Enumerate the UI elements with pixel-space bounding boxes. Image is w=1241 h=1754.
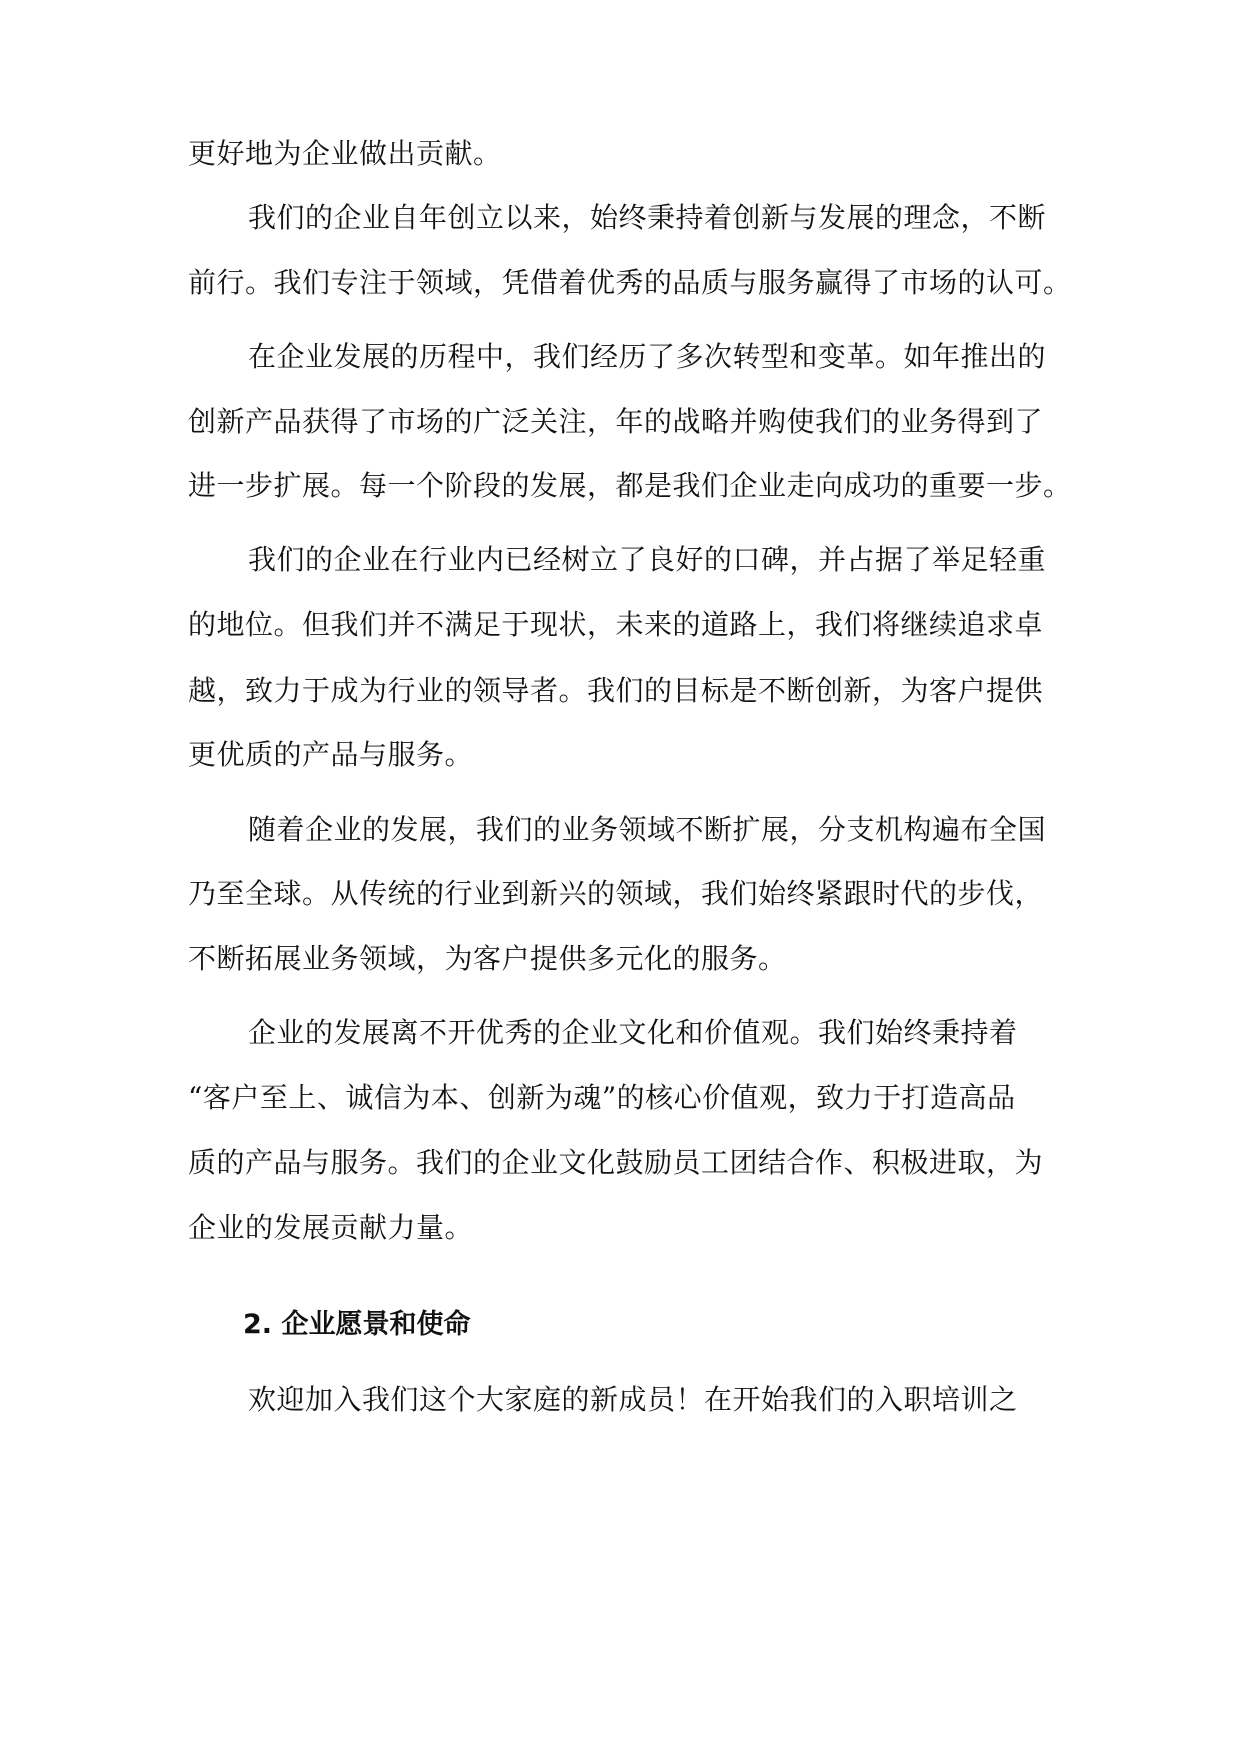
paragraph-first-line: 我们的企业在行业内已经树立了良好的口碑，并占据了举足轻重 (248, 543, 1047, 576)
paragraph-first-line: 在企业发展的历程中，我们经历了多次转型和变革。如年推出的 (248, 340, 1047, 373)
body-text-line: 前行。我们专注于领域，凭借着优秀的品质与服务赢得了市场的认可。 (188, 266, 1072, 299)
paragraph-first-line: 随着企业的发展，我们的业务领域不断扩展，分支机构遍布全国 (248, 813, 1047, 846)
paragraph-first-line: 欢迎加入我们这个大家庭的新成员！在开始我们的入职培训之 (248, 1383, 1018, 1416)
section-heading: 2. 企业愿景和使命 (243, 1309, 471, 1340)
body-text-line: 创新产品获得了市场的广泛关注，年的战略并购使我们的业务得到了 (188, 405, 1044, 438)
body-text-line: 更好地为企业做出贡献。 (188, 137, 502, 170)
paragraph-first-line: 我们的企业自年创立以来，始终秉持着创新与发展的理念，不断 (248, 201, 1047, 234)
paragraph-first-line: 企业的发展离不开优秀的企业文化和价值观。我们始终秉持着 (248, 1016, 1018, 1049)
body-text-line: 质的产品与服务。我们的企业文化鼓励员工团结合作、积极进取，为 (188, 1146, 1044, 1179)
body-text-line: “客户至上、诚信为本、创新为魂”的核心价值观，致力于打造高品 (188, 1081, 1016, 1114)
body-text-line: 企业的发展贡献力量。 (188, 1211, 474, 1244)
body-text-line: 的地位。但我们并不满足于现状，未来的道路上，我们将继续追求卓 (188, 608, 1044, 641)
body-text-line: 乃至全球。从传统的行业到新兴的领域，我们始终紧跟时代的步伐， (188, 877, 1044, 910)
body-text-line: 进一步扩展。每一个阶段的发展，都是我们企业走向成功的重要一步。 (188, 469, 1072, 502)
body-text-line: 越，致力于成为行业的领导者。我们的目标是不断创新，为客户提供 (188, 674, 1044, 707)
body-text-line: 不断拓展业务领域，为客户提供多元化的服务。 (188, 942, 787, 975)
body-text-line: 更优质的产品与服务。 (188, 738, 474, 771)
